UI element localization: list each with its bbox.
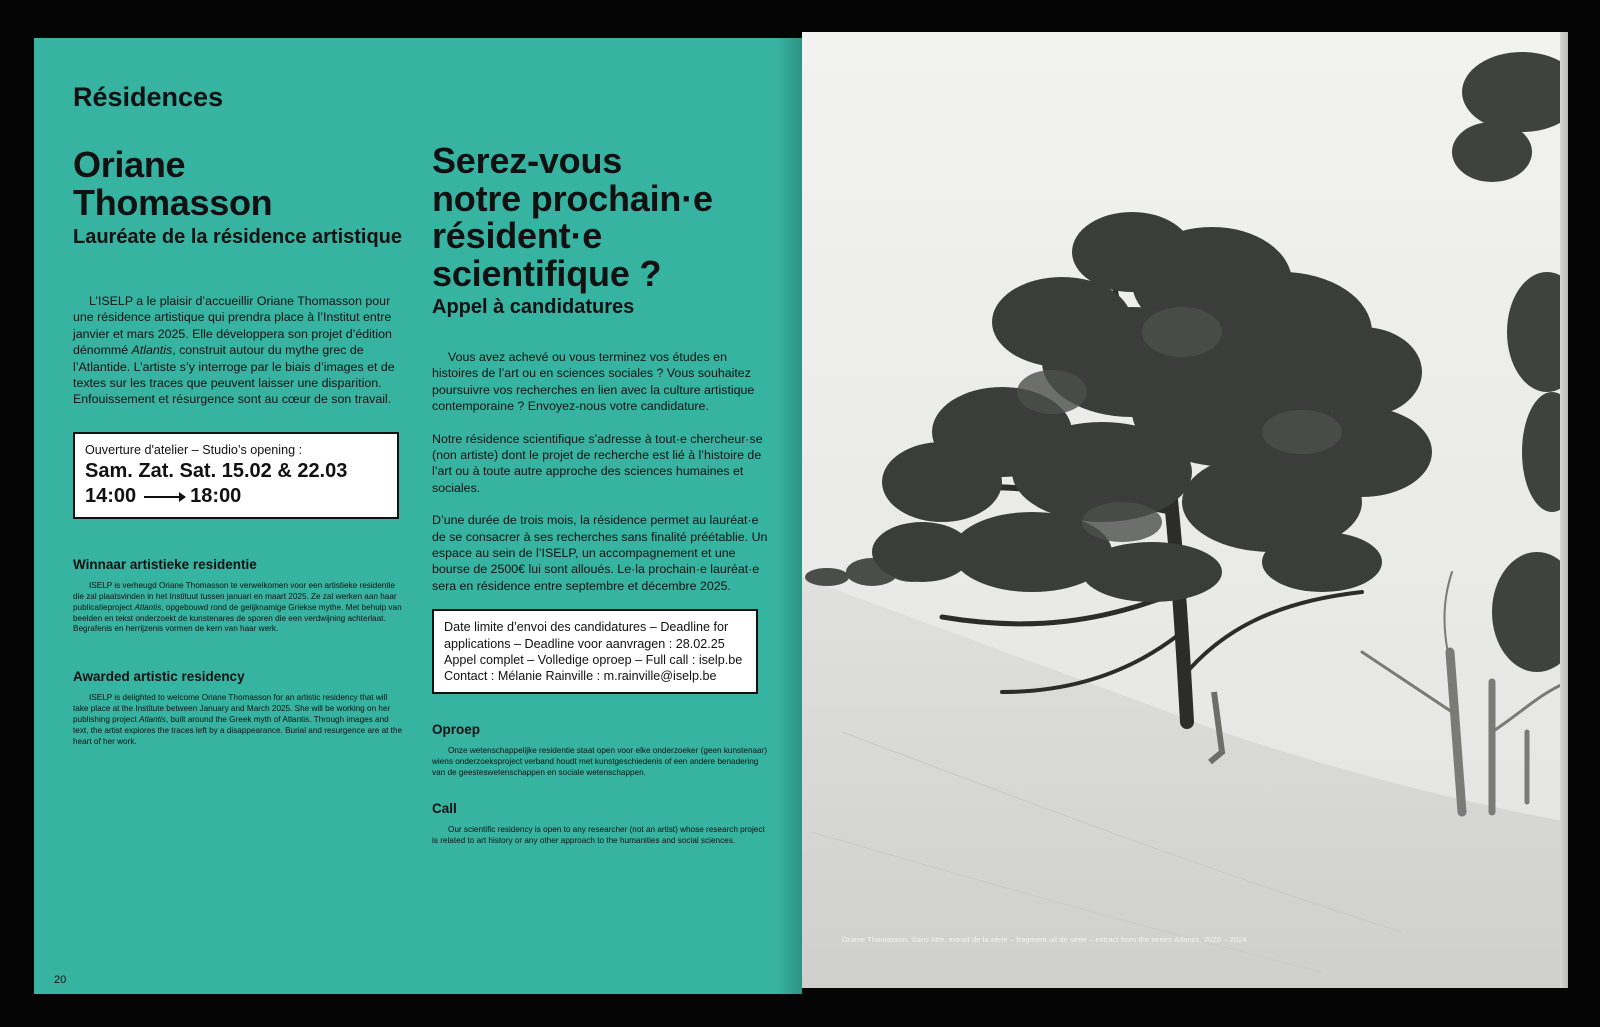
call-column: [432, 142, 772, 847]
nl-call-text: Onze wetenschappelijke residentie staat open voor elke onderzoeker (geen kunstenaar) wiens onderzoeksproject verband houdt met kunstgeschiedenis of een andere benadering van de geesteswetenschappen en sociale wetenschappen.: [432, 746, 768, 778]
pine-tree-photo: [802, 32, 1568, 988]
photo-caption: Oriane Thomasson, Sans titre, extrait de la série – fragment uit de serie – extract from the series Atlantis, 2020 – 2024: [842, 935, 1247, 944]
nl-call-heading: Oproep: [432, 722, 481, 738]
section-label: Résidences: [73, 82, 224, 112]
studio-opening-time: 14:00 18:00: [85, 484, 242, 507]
en-call-text: Our scientific residency is open to any researcher (not an artist) whose research project is related to art history or any other approach to the humanities and social sciences.: [432, 825, 765, 846]
studio-opening-box: [73, 432, 399, 519]
nl-call-block: [432, 722, 772, 779]
call-paragraph-3: D’une durée de trois mois, la résidence permet au lauréat·e de se consacrer à ses recherches sans finalité préétablie. Un espace au sein de l’ISELP, un accompagnement et une bourse de 2500€ lui sont alloués. Le·la prochain·e lauréat·e sera en résidence entre septembre et décembre 2025.: [432, 513, 768, 593]
artist-subtitle: Lauréate de la résidence artistique: [73, 226, 403, 248]
artist-name: Oriane Thomasson: [73, 144, 273, 223]
deadline-box: [432, 609, 758, 694]
en-residency-text: ISELP is delighted to welcome Oriane Thomasson for an artistic residency that will take place at the Institute between January and March 2025. She will be working on her publishing project Atlantis, built around the Greek myth of Atlantis. Through images and text, the artist explores the traces left by a disappearance. Burial and resurgence are at the heart of her work.: [73, 693, 403, 746]
page-number: 20: [54, 974, 67, 986]
arrow-right-icon: [144, 496, 184, 498]
contact-line: Contact : Mélanie Rainville : m.rainville@iselp.be: [444, 669, 717, 684]
call-subtitle: Appel à candidatures: [432, 296, 635, 318]
artist-column: [73, 146, 403, 748]
right-page-photo: [802, 32, 1568, 988]
nl-residency-block: [73, 557, 403, 636]
call-paragraph-1: Vous avez achevé ou vous terminez vos études en histoires de l’art ou en sciences sociales ? Vous souhaitez poursuivre vos recherches en lien avec la culture artistique contemporaine ? Envoyez-nous votre candidature.: [432, 350, 755, 414]
studio-opening-dates: Sam. Zat. Sat. 15.02 & 22.03: [85, 459, 348, 482]
en-call-block: [432, 801, 772, 847]
spine-shadow: [776, 38, 802, 994]
nl-residency-heading: Winnaar artistieke residentie: [73, 556, 257, 572]
nl-residency-text: ISELP is verheugd Oriane Thomasson te verwelkomen voor een artistieke residentie die zal plaatsvinden in het Instituut tussen januari en maart 2025. Ze zal werken aan haar publicatieproject Atlantis, opgebouwd rond de gelijknamige Griekse mythe. Met behulp van beelden en tekst onderzoekt de kunstenares de sporen die een verdwijning achterlaat. Begrafenis en herrijzenis vormen de kern van haar werk.: [73, 580, 402, 634]
deadline-line: Date limite d’envoi des candidatures – Deadline for applications – Deadline voor aanvragen : 28.02.25: [444, 620, 729, 651]
en-call-heading: Call: [432, 801, 457, 817]
en-residency-block: [73, 669, 403, 748]
studio-opening-label: Ouverture d'atelier – Studio’s opening :: [85, 442, 303, 457]
full-call-line: Appel complet – Volledige oproep – Full call : iselp.be: [444, 652, 743, 667]
en-residency-heading: Awarded artistic residency: [73, 669, 245, 685]
artist-intro: L’ISELP a le plaisir d’accueillir Oriane Thomasson pour une résidence artistique qui prendra place à l’Institut entre janvier et mars 2025. Elle développera son projet d’édition dénommé Atlantis, construit autour du mythe grec de l’Atlantide. L’artiste s’y interroge par le biais d’images et de textes sur les traces que peuvent laisser une disparition. Enfouissement et résurgence sont au cœur de son travail.: [73, 294, 395, 407]
call-title: Serez-vous notre prochain·e résident·e scientifique ?: [432, 140, 713, 294]
page-edge: [1560, 32, 1568, 988]
left-page: [34, 38, 802, 994]
call-paragraph-2: Notre résidence scientifique s’adresse à tout·e chercheur·se (non artiste) dont le projet de recherche est lié à l’histoire de l’art ou à toute autre approche des sciences humaines et sociales.: [432, 431, 763, 495]
